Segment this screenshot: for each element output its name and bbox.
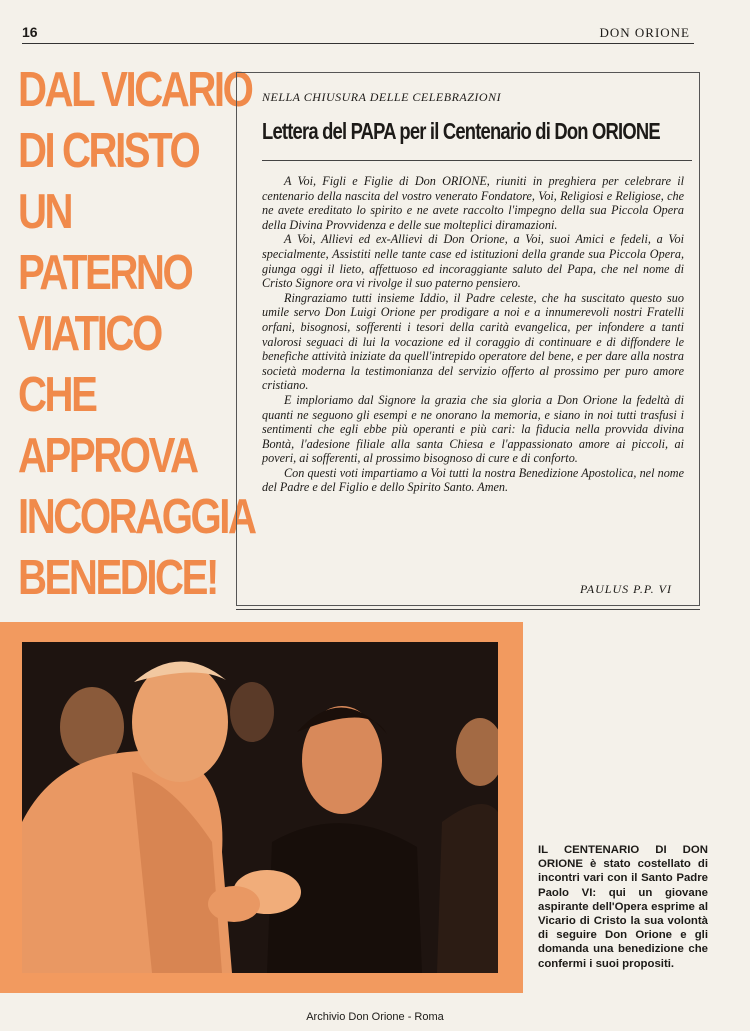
letter-paragraph: A Voi, Allievi ed ex-Allievi di Don Orione, a Voi, suoi Amici e fedeli, a Voi specialmente, Assistiti nelle tante case ed istituzioni della grande sua Piccola Opera, giunga oggi il lieto, affettuoso ed incoraggiante saluto del Papa, che nel nome di Cristo Signore ora vi rivolge il suo paterno pensiero. <box>262 232 684 291</box>
headline-line: BENEDICE! <box>18 551 217 605</box>
headline <box>18 60 255 609</box>
title-rule <box>262 160 692 161</box>
letter-paragraph: Con questi voti impartiamo a Voi tutti la nostra Benedizione Apostolica, nel nome del Padre e del Figlio e dello Spirito Santo. Amen. <box>262 465 684 495</box>
letter-signature: PAULUS P.P. VI <box>579 582 672 596</box>
letter-kicker: NELLA CHIUSURA DELLE CELEBRAZIONI <box>262 90 502 104</box>
headline-line: DI CRISTO <box>18 124 199 178</box>
letter-paragraph: E imploriamo dal Signore la grazia che sia gloria a Don Orione la fedeltà di quanti ne seguono gli esempi e ne onorano la memoria, e siano in noi tutti trasfusi i sentimenti che egli ebbe più operanti e più cari: la fiducia nella provvida divina Bontà, l'adesione filiale alla santa Chiesa e l'appassionato amore ai piccoli, ai poveri, ai sofferenti, al prossimo bisognoso di cure e di conforto. <box>262 392 684 466</box>
headline-line: INCORAGGIA <box>18 490 255 544</box>
photo-pope-with-young-aspirant <box>22 642 498 973</box>
archive-footer: Archivio Don Orione - Roma <box>306 1011 444 1023</box>
headline-line: APPROVA <box>18 429 197 483</box>
header-rule <box>22 43 694 44</box>
letter-paragraph: A Voi, Figli e Figlie di Don ORIONE, riuniti in preghiera per celebrare il centenario della nascita del vostro venerato Fondatore, Voi, Religiosi e Religiose, che ne avete ereditato lo spirito e ne avete raccolto l'impegno della sua Piccola Opera della Divina Provvidenza e delle sue molteplici diramazioni. <box>262 174 684 232</box>
headline-line: DAL VICARIO <box>18 63 252 117</box>
letter-body <box>262 174 684 495</box>
letter-bottom-rule <box>236 609 700 610</box>
photo-illustration <box>22 642 498 973</box>
photo-caption: IL CENTENARIO DI DON ORIONE è stato costellato di incontri vari con il Santo Padre Paolo VI: qui un giovane aspirante dell'Opera esprime al Vicario di Cristo la sua volontà di seguire Don Orione e gli domanda una benedizione che confermi i suoi propositi. <box>538 844 708 970</box>
headline-line: VIATICO <box>18 307 161 361</box>
running-head: DON ORIONE <box>599 25 690 40</box>
letter-title: Lettera del PAPA per il Centenario di Don ORIONE <box>262 118 660 144</box>
headline-line: UN <box>18 185 72 239</box>
headline-line: PATERNO <box>18 246 192 300</box>
page-number: 16 <box>22 24 38 40</box>
headline-line: CHE <box>18 368 96 422</box>
letter-paragraph: Ringraziamo tutti insieme Iddio, il Padre celeste, che ha suscitato questo suo umile servo Don Luigi Orione per prodigare a noi e a innumerevoli nostri Fratelli orfani, bisognosi, sofferenti i tesori della carità evangelica, per infondere a tanti valorosi seguaci di lui la vocazione ed il coraggio di continuare e di diffondere le benefiche attività iniziate da quell'intrepido operatore del bene, e per dare alla nostra società moderna la testimonianza del servizio offerto al prossimo per puro amore cristiano. <box>262 290 684 393</box>
